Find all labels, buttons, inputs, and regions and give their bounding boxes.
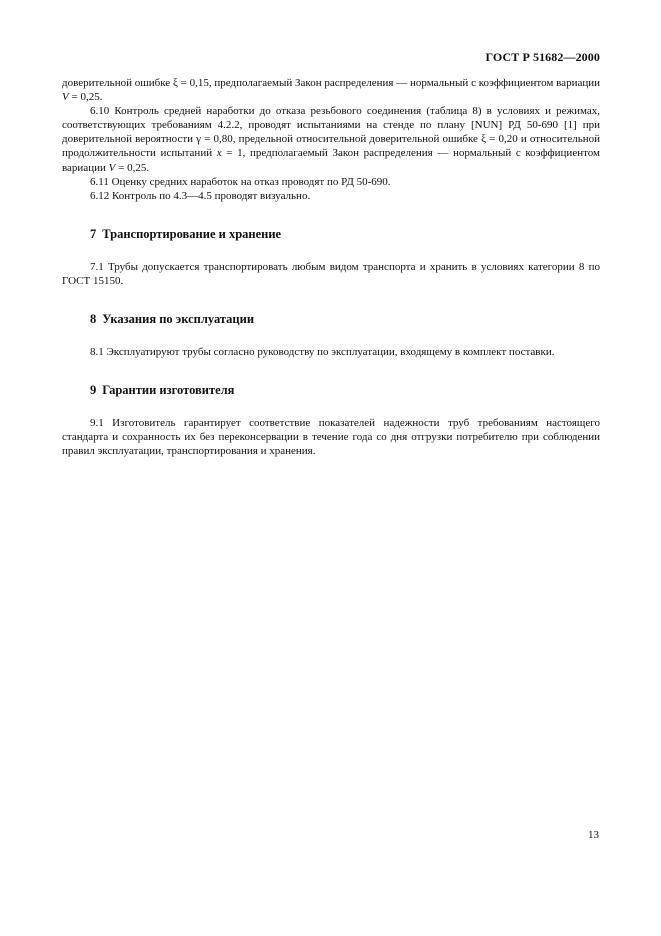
section-heading-8	[62, 312, 600, 327]
document-body	[62, 76, 600, 458]
variable-v: V	[62, 91, 69, 104]
paragraph-6-10	[62, 104, 600, 174]
paragraph-6-11: 6.11 Оценку средних наработок на отказ проводят по РД 50-690.	[90, 175, 391, 188]
section-number: 8	[90, 312, 97, 327]
variable-v: V	[108, 161, 116, 174]
paragraph-7-1: 7.1 Трубы допускается транспортировать любым видом транспорта и хранить в условиях категории 8 по ГОСТ 15150.	[62, 260, 600, 287]
section-heading-7	[62, 227, 600, 242]
paragraph-text: доверительной ошибке ξ = 0,15, предполагаемый Закон распределения — нормальный с коэффициентом вариации	[62, 77, 600, 89]
paragraph-9-1: 9.1 Изготовитель гарантирует соответствие показателей надежности труб требованиям настоящего стандарта и сохранность их без переконсервации в течение года со дня отгрузки потребителю при соблюдении правил эксплуатации, транспортирования и хранения.	[62, 417, 600, 458]
section-title: Гарантии изготовителя	[102, 383, 235, 398]
section-number: 9	[90, 383, 97, 398]
section-title: Указания по эксплуатации	[102, 312, 255, 327]
section-heading-9	[62, 383, 600, 398]
section-number: 7	[90, 226, 97, 241]
page-number: 13	[588, 829, 599, 841]
paragraph-continuation	[62, 76, 600, 104]
section-title: Транспортирование и хранение	[102, 226, 282, 241]
paragraph-text: 6.10 Контроль средней наработки до отказа резьбового соединения (таблица 8) в условиях и режимах, соответствующих требованиям 4.2.2, проводят испытаниями на стенде по плану [NUN] РД 50-690 [1] при доверительной вероятности γ = 0,80, предельной относительной доверительной ошибке ξ = 0,20 и относительной продолжительности испытаний	[62, 105, 600, 160]
paragraph-8-1: 8.1 Эксплуатируют трубы согласно руководству по эксплуатации, входящему в комплект поставки.	[90, 346, 555, 359]
paragraph-text: = 0,25.	[68, 91, 103, 104]
document-header-code: ГОСТ Р 51682—2000	[485, 50, 600, 64]
paragraph-text: = 0,25.	[115, 161, 150, 174]
variable-x: x	[216, 147, 222, 160]
paragraph-text: = 1, предполагаемый Закон распределения — нормальный с коэффициентом вариации	[62, 147, 601, 174]
paragraph-6-12: 6.12 Контроль по 4.3—4.5 проводят визуально.	[90, 189, 311, 202]
